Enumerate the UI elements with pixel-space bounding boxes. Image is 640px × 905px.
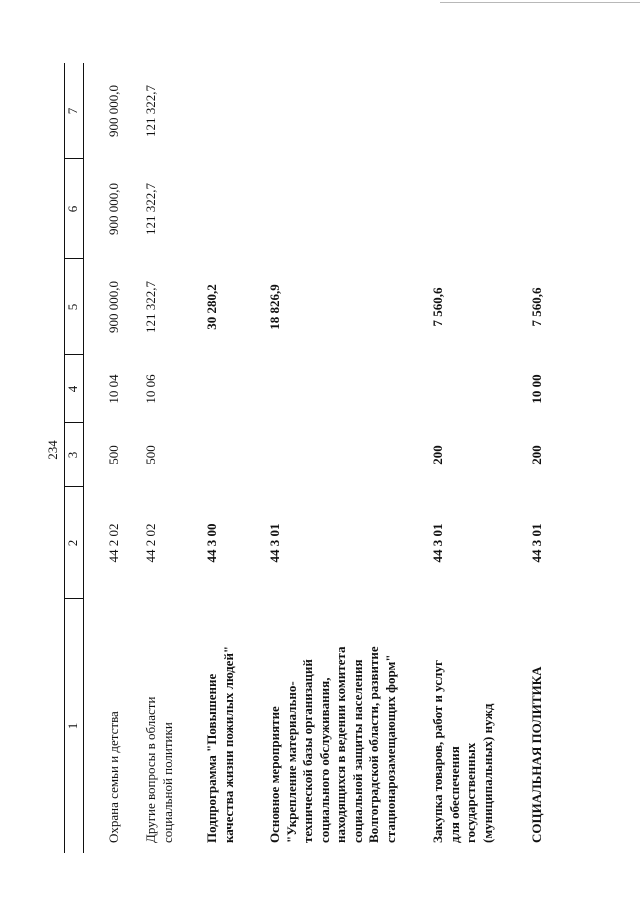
scan-edge-line	[440, 2, 640, 3]
header-col-1: 1	[65, 722, 80, 730]
table-row-5-code: 44 3 01	[430, 523, 445, 563]
table-row-2-c5: 121 322,7	[143, 281, 158, 333]
table-row-1-c6: 900 000,0	[106, 183, 121, 235]
table-row-6-c3: 200	[529, 445, 544, 465]
header-col-2: 2	[65, 539, 80, 547]
header-bottom-rule	[83, 63, 84, 853]
table-row-5-name: Закупка товаров, работ и услуг для обеспечения государственных (муниципальных) нужд	[430, 660, 495, 843]
table-row-1-code: 44 2 02	[106, 523, 121, 563]
table-row-4-c5: 18 826,9	[267, 284, 282, 330]
table-row-1-c3: 500	[106, 445, 121, 465]
table-row-1-c7: 900 000,0	[106, 85, 121, 137]
table-row-2-c4: 10 06	[143, 374, 158, 404]
table-row-6-code: 44 3 01	[529, 523, 544, 563]
budget-table	[64, 63, 624, 853]
table-row-6-c4: 10 00	[529, 374, 544, 404]
table-row-3-code: 44 3 00	[204, 523, 219, 563]
table-row-2-c6: 121 322,7	[143, 183, 158, 235]
table-row-3-name: Подпрограмма "Повышение качества жизни пожилых людей"	[204, 645, 236, 843]
table-row-4-code: 44 3 01	[267, 523, 282, 563]
table-row-2-name: Другие вопросы в области социальной политики	[143, 696, 175, 843]
table-row-1-c4: 10 04	[106, 374, 121, 404]
table-row-6-name: СОЦИАЛЬНАЯ ПОЛИТИКА	[529, 666, 544, 843]
page-number: 234	[45, 440, 60, 460]
table-row-3-c5: 30 280,2	[204, 284, 219, 330]
table-row-1-name: Охрана семьи и детства	[106, 711, 121, 843]
table-row-1-c5: 900 000,0	[106, 281, 121, 333]
header-col-6: 6	[65, 205, 80, 213]
header-col-5: 5	[65, 303, 80, 311]
table-row-2-code: 44 2 02	[143, 523, 158, 563]
table-row-5-c3: 200	[430, 445, 445, 465]
header-col-4: 4	[65, 385, 80, 393]
header-col-7: 7	[65, 107, 80, 115]
table-row-5-c5: 7 560,6	[430, 287, 445, 327]
table-row-4-name: Основное мероприятие "Укрепление материально- технической базы организаций социального обслуживания, находящихся в ведении комитета социальной защиты населения Волгоградской области, развитие стационарозамещающих форм"	[267, 646, 398, 843]
header-col-3: 3	[65, 451, 80, 459]
table-row-2-c7: 121 322,7	[143, 85, 158, 137]
table-row-2-c3: 500	[143, 445, 158, 465]
table-row-6-c5: 7 560,6	[529, 287, 544, 327]
